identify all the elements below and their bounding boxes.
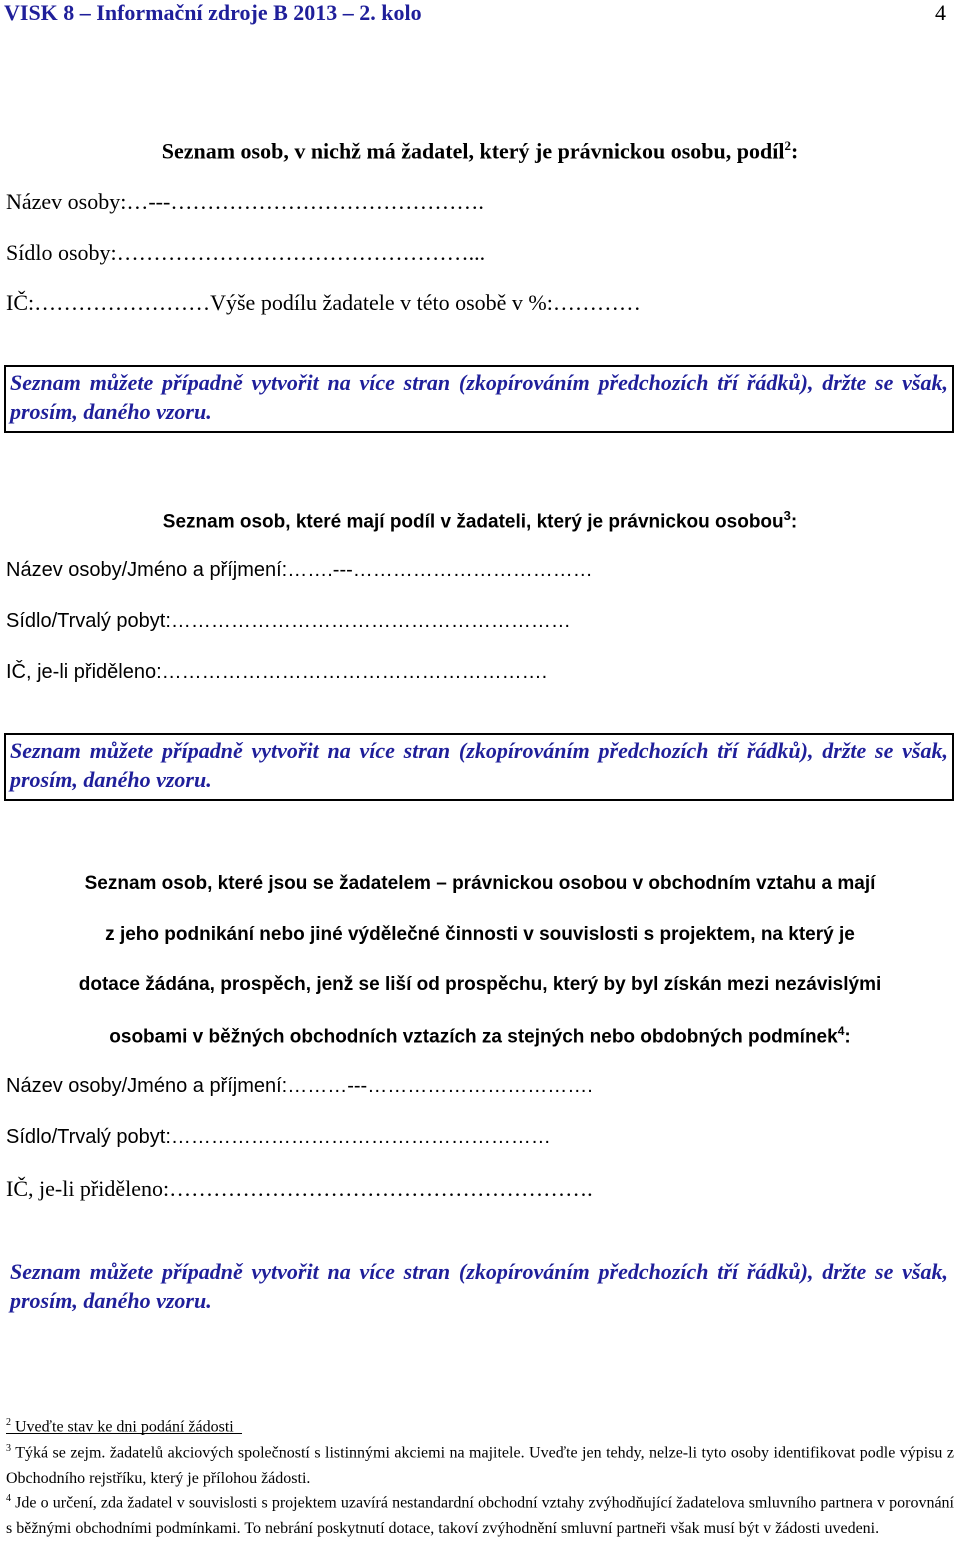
page-number: 4 [935, 0, 946, 25]
section2-note: Seznam můžete případně vytvořit na více stran (zkopírováním předchozích tří řádků), držte se však, prosím, daného vzoru. [4, 733, 954, 801]
section2-title-end: : [790, 511, 798, 533]
footnote-4-text: Jde o určení, zda žadatel v souvislosti s projektem uzavírá nestandardní obchodní vztahy zvýhodňující žadatelova smluvního partnera v porovnání s běžnými obchodními podmínkami. To nebrání poskytnutí dotace, takoví zvýhodnění smluvní partneři však musí být v žádosti uvedeni. [6, 1494, 954, 1538]
section2-ic-field: IČ, je-li přiděleno:…………………………………………………. [6, 661, 548, 683]
section3-footnote-ref: 4 [837, 1024, 845, 1038]
section2-title-text: Seznam osob, které mají podíl v žadateli, který je právnickou osobou [162, 511, 784, 533]
section3-note: Seznam můžete případně vytvořit na více stran (zkopírováním předchozích tří řádků), držte se však, prosím, daného vzoru. [10, 1259, 948, 1313]
section1-title-end: : [790, 138, 799, 164]
footnote-2-text: Uveďte stav ke dni podání žádosti [15, 1418, 234, 1436]
section3-title-line2: z jeho podnikání nebo jiné výdělečné činnosti v souvislosti s projektem, na který je [105, 924, 855, 945]
footnote-4-mark: 4 [6, 1493, 11, 1504]
section3-title-line4 [0, 1024, 960, 1048]
section1-name-field: Název osoby:…---……………………………………. [6, 189, 484, 214]
section3-title-line1: Seznam osob, které jsou se žadatelem – právnickou osobou v obchodním vztahu a mají [84, 873, 876, 894]
section1-title-text: Seznam osob, v nichž má žadatel, který je právnickou osobu, podíl [161, 138, 785, 164]
section1-seat-field: Sídlo osoby:…………………………………………... [6, 240, 486, 265]
section3-residence-field: Sídlo/Trvalý pobyt:………………………………………………… [6, 1126, 551, 1148]
section2-residence-field: Sídlo/Trvalý pobyt:…………………………………………………… [6, 610, 571, 632]
section1-note: Seznam můžete případně vytvořit na více stran (zkopírováním předchozích tří řádků), držte se však, prosím, daného vzoru. [4, 365, 954, 433]
document-header-title: VISK 8 – Informační zdroje B 2013 – 2. kolo [4, 0, 422, 25]
footnote-3 [6, 1436, 954, 1492]
section2-title [0, 508, 960, 533]
section1-ic-field: IČ:……………………Výše podílu žadatele v této osobě v %:………… [6, 290, 641, 315]
section3-name-field: Název osoby/Jméno a příjmení:………---……………………………. [6, 1075, 593, 1097]
section1-footnote-ref: 2 [784, 138, 791, 153]
footnote-3-text: Týká se zejm. žadatelů akciových společností s listinnými akciemi na majitele. Uveďte jen tehdy, nelze-li tyto osoby identifikovat podle výpisu z Obchodního rejstříku, který je přílohou žádosti. [6, 1444, 955, 1488]
footnote-4 [6, 1486, 954, 1542]
section3-title-line4-text: osobami v běžných obchodních vztazích za stejných nebo obdobných podmínek [109, 1026, 838, 1048]
section3-title-end: : [844, 1026, 851, 1048]
section2-name-field: Název osoby/Jméno a příjmení:…….---……………………………… [6, 559, 593, 581]
footnote-3-mark: 3 [6, 1443, 11, 1454]
section3-ic-field: IČ, je-li přiděleno:…………………………………………………. [6, 1176, 593, 1201]
footnote-2-mark: 2 [6, 1417, 11, 1428]
section3-title-line3: dotace žádána, prospěch, jenž se liší od prospěchu, který by byl získán mezi nezávislými [78, 974, 882, 995]
section2-footnote-ref: 3 [783, 508, 791, 523]
section1-title [0, 138, 960, 164]
